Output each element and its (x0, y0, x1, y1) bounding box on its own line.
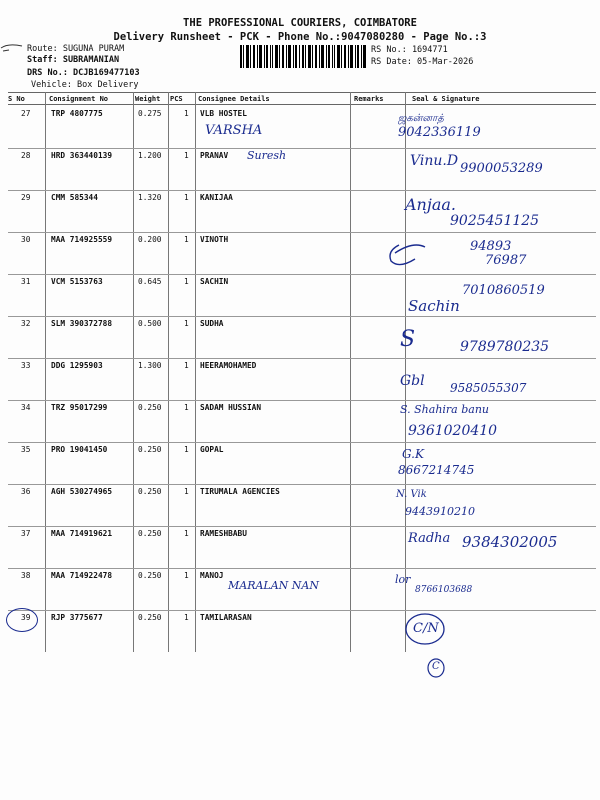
row-pcs: 1 (184, 403, 189, 412)
row-consignee: HEERAMOHAMED (200, 361, 257, 370)
table-row (0, 151, 600, 193)
signature-phone: 9443910210 (405, 505, 475, 518)
row-consignment: DDG 1295903 (51, 361, 103, 370)
row-sno: 36 (21, 487, 31, 496)
table-row (0, 235, 600, 277)
row-weight: 1.200 (138, 151, 162, 160)
row-weight: 0.250 (138, 571, 162, 580)
runsheet-subtitle: Delivery Runsheet - PCK - Phone No.:9047080280 - Page No.:3 (113, 31, 487, 43)
row-rule (8, 610, 596, 611)
barcode-icon (240, 45, 366, 68)
row-consignment: SLM 390372788 (51, 319, 113, 328)
row-39-circle-mark (6, 608, 38, 632)
row-sno: 30 (21, 235, 31, 244)
signature-name: N. Vik (396, 489, 427, 500)
table-row (0, 613, 600, 672)
signature-phone: 8667214745 (398, 463, 475, 477)
header-top-rule (8, 92, 596, 93)
table-row (0, 487, 600, 529)
row-pcs: 1 (184, 529, 189, 538)
row-consignee: SADAM HUSSIAN (200, 403, 262, 412)
table-row (0, 571, 600, 613)
signature-name: Anjaa. (405, 195, 456, 214)
signature-phone: 9384302005 (462, 533, 558, 551)
signature-name: G.K (402, 447, 424, 461)
signature-phone: 9585055307 (450, 381, 527, 395)
row-consignment: AGH 530274965 (51, 487, 113, 496)
table-row (0, 277, 600, 319)
signature-name: 94893 (470, 239, 512, 254)
row-rule (8, 358, 596, 359)
row-rule (8, 274, 596, 275)
signature-phone: 8766103688 (415, 585, 473, 595)
row-pcs: 1 (184, 613, 189, 622)
row-consignee: VLB HOSTEL (200, 109, 247, 118)
pen-mark-icon (0, 40, 24, 54)
table-row (0, 529, 600, 571)
handwritten-note: Suresh (247, 149, 287, 162)
row-rule (8, 442, 596, 443)
row-weight: 0.250 (138, 403, 162, 412)
handwritten-note: VARSHA (205, 123, 263, 138)
row-pcs: 1 (184, 571, 189, 580)
row-weight: 0.250 (138, 487, 162, 496)
row-sno: 29 (21, 193, 31, 202)
row-consignment: VCM 5153763 (51, 277, 103, 286)
row-weight: 0.200 (138, 235, 162, 244)
row-consignee: TIRUMALA AGENCIES (200, 487, 280, 496)
row-weight: 1.320 (138, 193, 162, 202)
col-remarks: Remarks (354, 95, 384, 103)
row-consignment: RJP 3775677 (51, 613, 103, 622)
signature-name: Radha (408, 531, 451, 546)
table-row (0, 445, 600, 487)
col-pcs: PCS (170, 95, 183, 103)
row-sno: 27 (21, 109, 31, 118)
row-rule (8, 526, 596, 527)
row-sno: 32 (21, 319, 31, 328)
table-row (0, 361, 600, 403)
row-consignment: MAA 714925559 (51, 235, 113, 244)
row-consignment: HRD 363440139 (51, 151, 113, 160)
row-consignee: RAMESHBABU (200, 529, 247, 538)
signature-phone: 9900053289 (460, 161, 543, 176)
signature-phone: 7010860519 (462, 283, 545, 298)
row-sno: 31 (21, 277, 31, 286)
rs-number: RS No.: 1694771 (371, 45, 448, 55)
handwritten-note: MARALAN NAN (228, 579, 319, 592)
signature-name: S (400, 327, 416, 352)
row-pcs: 1 (184, 319, 189, 328)
row-consignee: VINOTH (200, 235, 229, 244)
row-weight: 0.250 (138, 445, 162, 454)
row-pcs: 1 (184, 109, 189, 118)
col-sno: S No (8, 95, 25, 103)
row-weight: 0.275 (138, 109, 162, 118)
row-rule (8, 400, 596, 401)
signature-phone: 9042336119 (398, 125, 481, 140)
signature-name: Gbl (400, 373, 425, 389)
row-sno: 38 (21, 571, 31, 580)
table-row (0, 109, 600, 151)
signature-name: lor (395, 573, 411, 586)
drs-number: DRS No.: DCJB169477103 (27, 68, 140, 78)
staff-label: Staff: SUBRAMANIAN (27, 55, 120, 65)
row-weight: 0.250 (138, 613, 162, 622)
table-row (0, 193, 600, 235)
row-consignee: PRANAV (200, 151, 229, 160)
row-pcs: 1 (184, 445, 189, 454)
row-rule (8, 568, 596, 569)
route-label: Route: SUGUNA PURAM (27, 44, 125, 54)
signature-phone: 9361020410 (408, 423, 498, 439)
col-weight: Weight (135, 95, 161, 103)
row-weight: 0.500 (138, 319, 162, 328)
row-consignee: SACHIN (200, 277, 229, 286)
signature-name: S. Shahira banu (400, 403, 489, 416)
row-weight: 0.645 (138, 277, 162, 286)
row-weight: 0.250 (138, 529, 162, 538)
table-row (0, 403, 600, 445)
row-rule (8, 190, 596, 191)
signature-name: Vinu.D (410, 153, 459, 169)
row-sno: 37 (21, 529, 31, 538)
row-pcs: 1 (184, 487, 189, 496)
signature-name: Sachin (408, 297, 460, 315)
row-consignee: KANIJAA (200, 193, 233, 202)
signature-phone: 9789780235 (460, 339, 550, 355)
col-consignment: Consignment No (49, 95, 109, 103)
row-consignment: MAA 714919621 (51, 529, 113, 538)
row-sno: 28 (21, 151, 31, 160)
rs-date: RS Date: 05-Mar-2026 (371, 57, 474, 67)
row-pcs: 1 (184, 193, 189, 202)
signature-phone: C (432, 661, 440, 672)
row-rule (8, 232, 596, 233)
row-sno: 34 (21, 403, 31, 412)
row-weight: 1.300 (138, 361, 162, 370)
row-consignment: TRZ 95017299 (51, 403, 108, 412)
row-consignment: PRO 19041450 (51, 445, 108, 454)
header-bottom-rule (8, 104, 596, 105)
signature-name: C/N (413, 621, 439, 636)
row-rule (8, 316, 596, 317)
col-seal-signature: Seal & Signature (412, 95, 480, 103)
row-pcs: 1 (184, 277, 189, 286)
signature-phone: 9025451125 (450, 213, 540, 229)
row-pcs: 1 (184, 151, 189, 160)
row-consignee: TAMILARASAN (200, 613, 252, 622)
row-consignment: TRP 4807775 (51, 109, 103, 118)
row-sno: 39 (21, 613, 31, 622)
signature-phone: 76987 (485, 253, 527, 268)
row-pcs: 1 (184, 235, 189, 244)
row-consignee: SUDHA (200, 319, 224, 328)
col-consignee: Consignee Details (198, 95, 270, 103)
company-title: THE PROFESSIONAL COURIERS, COIMBATORE (183, 17, 417, 29)
row-pcs: 1 (184, 361, 189, 370)
row-rule (8, 148, 596, 149)
row-consignee: MANOJ (200, 571, 224, 580)
signature-scribble-icon (385, 237, 445, 269)
table-row (0, 319, 600, 361)
row-consignment: MAA 714922478 (51, 571, 113, 580)
vehicle-label: Vehicle: Box Delivery (31, 80, 139, 90)
row-sno: 35 (21, 445, 31, 454)
row-rule (8, 484, 596, 485)
row-sno: 33 (21, 361, 31, 370)
row-consignment: CMM 585344 (51, 193, 98, 202)
signature-name: ஜகன்னாத் (398, 113, 444, 124)
row-consignee: GOPAL (200, 445, 224, 454)
